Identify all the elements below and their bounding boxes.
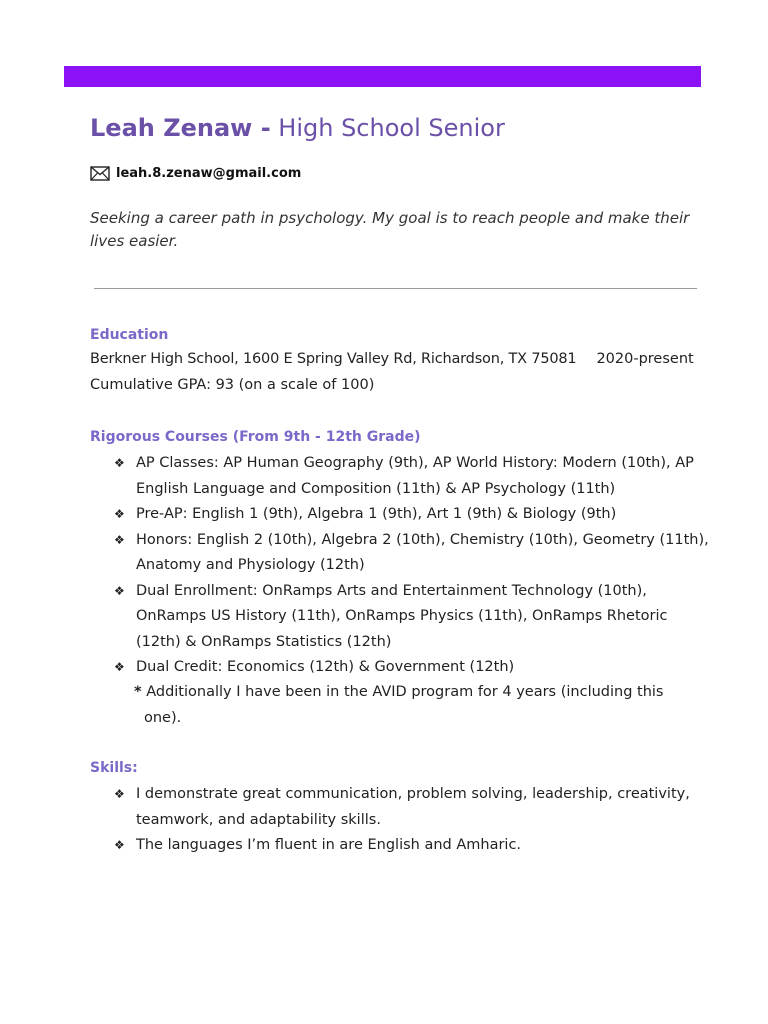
section-divider [94, 288, 697, 289]
objective-statement: Seeking a career path in psychology. My goal is to reach people and make their lives easier. [90, 209, 690, 250]
header-accent-bar [64, 66, 701, 87]
list-item [114, 579, 714, 656]
courses-list [114, 451, 714, 681]
list-item [114, 528, 714, 579]
course-item-text: Dual Enrollment: OnRamps Arts and Entertainment Technology (10th), OnRamps US History (11th), OnRamps Physics (11th), OnRamps Rhetoric (12th) & OnRamps Statistics (12th) [136, 582, 668, 650]
list-item [114, 782, 714, 833]
avid-note-line-1 [134, 680, 694, 706]
avid-note [134, 680, 694, 731]
person-role: High School Senior [270, 114, 505, 142]
diamond-bullet-icon: ❖ [114, 456, 125, 470]
school-address: Berkner High School, 1600 E Spring Valley Rd, Richardson, TX 75081 [90, 351, 577, 367]
diamond-bullet-icon: ❖ [114, 583, 125, 598]
email-line [90, 166, 301, 181]
gpa-line: Cumulative GPA: 93 (on a scale of 100) [90, 377, 375, 393]
education-heading: Education [90, 327, 169, 343]
person-name: Leah Zenaw - [90, 114, 271, 142]
course-item-text: AP Classes: AP Human Geography (9th), AP World History: Modern (10th), AP English Language and Composition (11th) & AP Psychology (11th) [136, 455, 694, 497]
skill-item-text: The languages I’m fluent in are English and Amharic. [136, 837, 522, 853]
course-item-text: Dual Credit: Economics (12th) & Government (12th) [136, 659, 515, 675]
diamond-bullet-icon: ❖ [114, 532, 125, 547]
diamond-bullet-icon: ❖ [114, 838, 125, 852]
name-heading [90, 114, 505, 142]
list-item [114, 655, 714, 681]
skills-heading: Skills: [90, 760, 138, 776]
course-item-text: Pre-AP: English 1 (9th), Algebra 1 (9th), Art 1 (9th) & Biology (9th) [136, 506, 617, 522]
list-item [114, 833, 714, 859]
diamond-bullet-icon: ❖ [114, 787, 125, 801]
school-line [90, 351, 694, 367]
course-item-text: Honors: English 2 (10th), Algebra 2 (10th), Chemistry (10th), Geometry (11th), Anatomy and Physiology (12th) [136, 531, 709, 573]
note-asterisk: * [134, 684, 142, 700]
skill-item-text: I demonstrate great communication, problem solving, leadership, creativity, teamwork, and adaptability skills. [136, 786, 690, 828]
avid-note-text: Additionally I have been in the AVID program for 4 years (including this [146, 684, 664, 700]
envelope-icon [90, 166, 110, 181]
diamond-bullet-icon: ❖ [114, 660, 125, 674]
school-years: 2020-present [596, 351, 694, 367]
diamond-bullet-icon: ❖ [114, 507, 125, 521]
avid-note-line-2: one). [144, 709, 182, 726]
courses-heading: Rigorous Courses (From 9th - 12th Grade) [90, 429, 421, 445]
skills-list [114, 782, 714, 859]
email-address: leah.8.zenaw@gmail.com [116, 166, 302, 181]
list-item [114, 502, 714, 528]
list-item [114, 451, 714, 502]
